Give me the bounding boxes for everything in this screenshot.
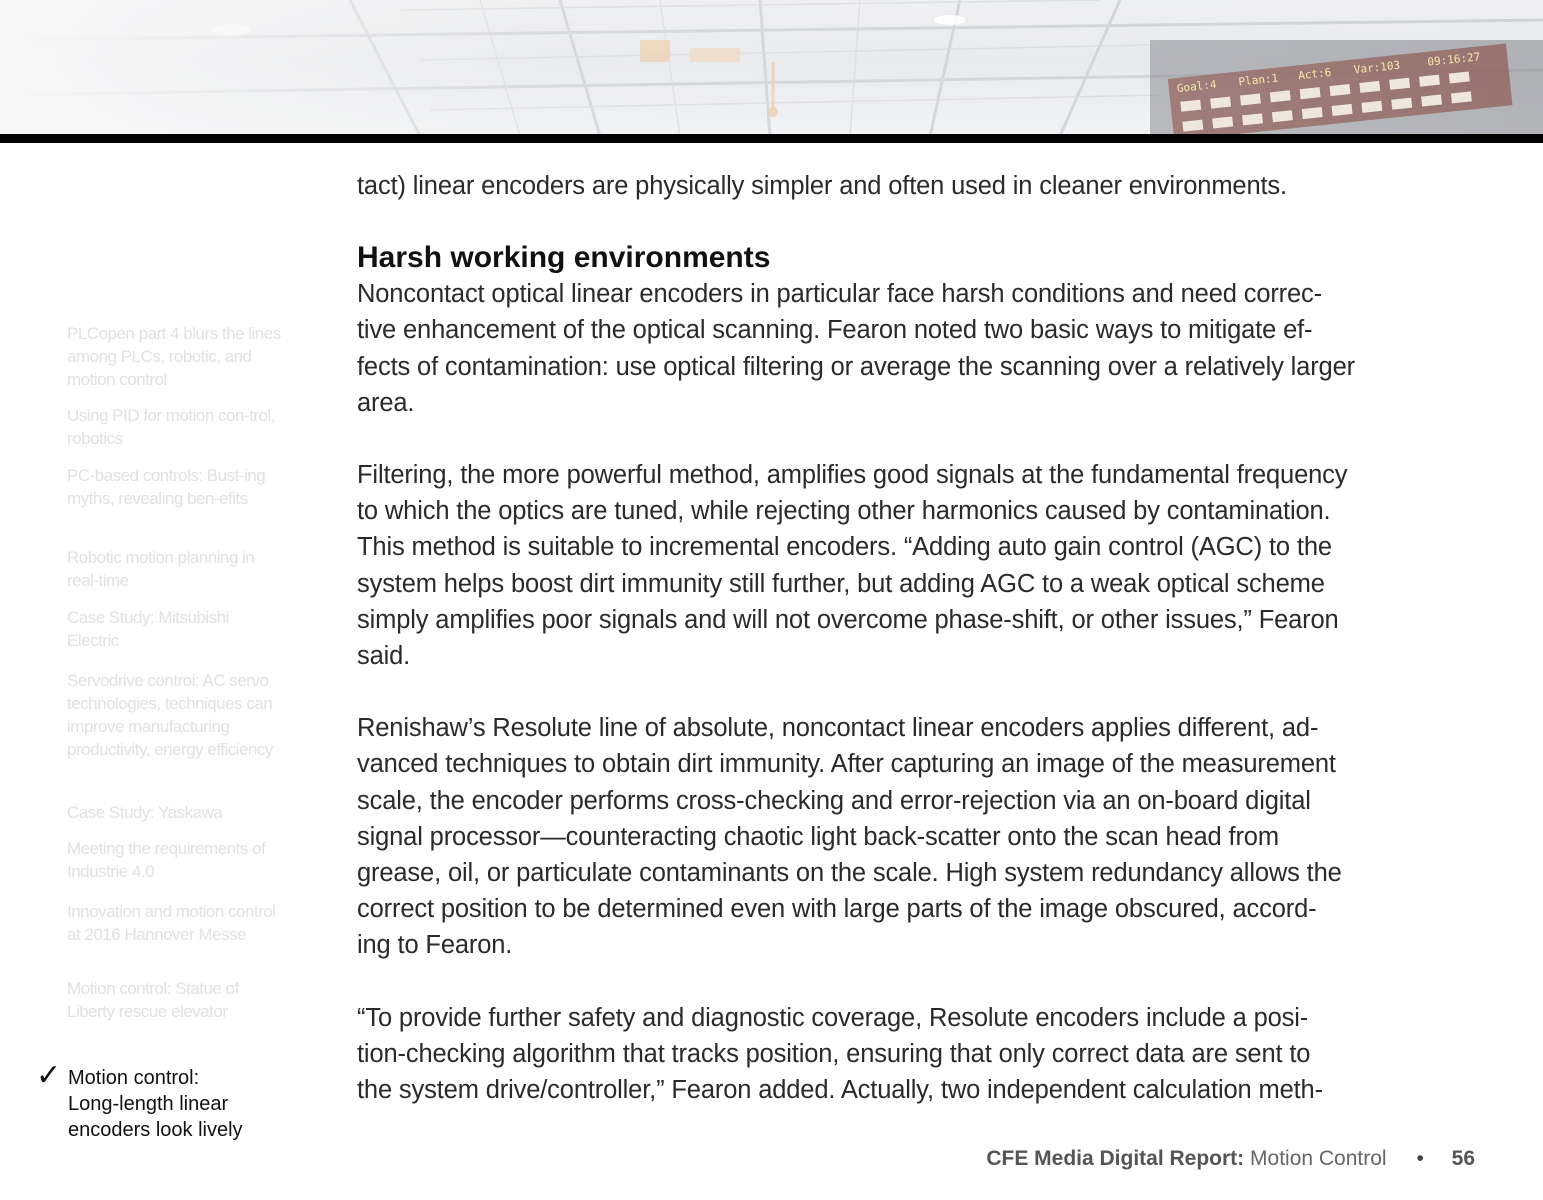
toc-item-mitsubishi[interactable]: Case Study: Mitsubishi Electric — [67, 608, 229, 650]
factory-ceiling-illustration — [0, 0, 1543, 136]
toc-item-robotic-planning[interactable]: Robotic motion planning in real-time — [67, 548, 255, 590]
toc-item-hannover[interactable]: Innovation and motion control at 2016 Hannover Messe — [67, 902, 276, 944]
section-heading: Harsh working environments — [357, 241, 771, 275]
toc-item-statue-of-liberty[interactable]: Motion control: Statue of Liberty rescue elevator — [67, 979, 239, 1021]
toc-item-current[interactable] — [68, 1065, 283, 1143]
toc-item-servodrive[interactable]: Servodrive control: AC servo technologies, techniques can improve manufacturing productivity, energy efficiency — [67, 671, 273, 759]
text-line: Noncontact optical linear encoders in particular face harsh conditions and need correc- — [357, 280, 1323, 309]
page-number: 56 — [1451, 1147, 1475, 1170]
header-banner-photo — [0, 0, 1543, 136]
text-line: tact) linear encoders are physically simpler and often used in cleaner environments. — [357, 172, 1287, 200]
text-line: scale, the encoder performs cross-checking and error-rejection via an on-board digital — [357, 786, 1311, 815]
paragraph-3 — [357, 710, 1487, 963]
toc-current-line: Long-length linear — [68, 1093, 229, 1115]
toc-item-plcopen[interactable]: PLCopen part 4 blurs the lines among PLCs, robotic, and motion control — [67, 324, 281, 389]
text-line: said. — [357, 642, 411, 671]
text-line: “To provide further safety and diagnostic coverage, Resolute encoders include a posi- — [357, 1003, 1309, 1032]
text-line: This method is suitable to incremental encoders. “Adding auto gain control (AGC) to the — [357, 533, 1332, 562]
toc-item-yaskawa[interactable]: Case Study: Yaskawa — [67, 803, 223, 822]
toc-item-pc-based[interactable]: PC-based controls: Bust-ing myths, revealing ben-efits — [67, 466, 266, 508]
text-line: correct position to be determined even with large parts of the image obscured, accord- — [357, 895, 1317, 924]
page-footer — [986, 1147, 1475, 1171]
article-intro — [357, 168, 1487, 204]
text-line: to which the optics are tuned, while rejecting other harmonics caused by contamination. — [357, 497, 1331, 526]
text-line: fects of contamination: use optical filtering or average the scanning over a relatively larger — [357, 352, 1355, 381]
text-line: Renishaw’s Resolute line of absolute, noncontact linear encoders applies different, ad- — [357, 714, 1319, 743]
text-line: area. — [357, 388, 415, 417]
article-body — [357, 168, 1487, 1108]
paragraph-2 — [357, 457, 1487, 674]
text-line: simply amplifies poor signals and will not overcome phase-shift, or other issues,” Fearon — [357, 605, 1339, 634]
toc-item-pid[interactable]: Using PID for motion con-trol, robotics — [67, 406, 275, 448]
text-line: signal processor—counteracting chaotic light back-scatter onto the scan head from — [357, 822, 1279, 851]
text-line: tion-checking algorithm that tracks position, ensuring that only correct data are sent to — [357, 1039, 1311, 1068]
toc-current-line: Motion control: — [68, 1067, 200, 1089]
paragraph-1 — [357, 276, 1487, 421]
paragraph-4 — [357, 1000, 1487, 1109]
bullet-separator: • — [1416, 1147, 1424, 1170]
publication-name: CFE Media Digital Report: — [986, 1147, 1245, 1170]
text-line: the system drive/controller,” Fearon added. Actually, two independent calculation meth- — [357, 1076, 1323, 1105]
text-line: Filtering, the more powerful method, amplifies good signals at the fundamental frequency — [357, 461, 1348, 490]
text-line: vanced techniques to obtain dirt immunity. After capturing an image of the measurement — [357, 750, 1336, 779]
checkmark-icon: ✓ — [36, 1058, 62, 1093]
text-line: system helps boost dirt immunity still further, but adding AGC to a weak optical scheme — [357, 569, 1325, 598]
toc-item-industrie[interactable]: Meeting the requirements of Industrie 4.0 — [67, 839, 266, 881]
text-line: tive enhancement of the optical scanning. Fearon noted two basic ways to mitigate ef- — [357, 316, 1313, 345]
text-line: ing to Fearon. — [357, 931, 513, 960]
toc-current-line: encoders look lively — [68, 1119, 243, 1141]
header-rule — [0, 134, 1543, 143]
text-line: grease, oil, or particulate contaminants on the scale. High system redundancy allows the — [357, 859, 1342, 888]
section-name: Motion Control — [1250, 1147, 1387, 1170]
